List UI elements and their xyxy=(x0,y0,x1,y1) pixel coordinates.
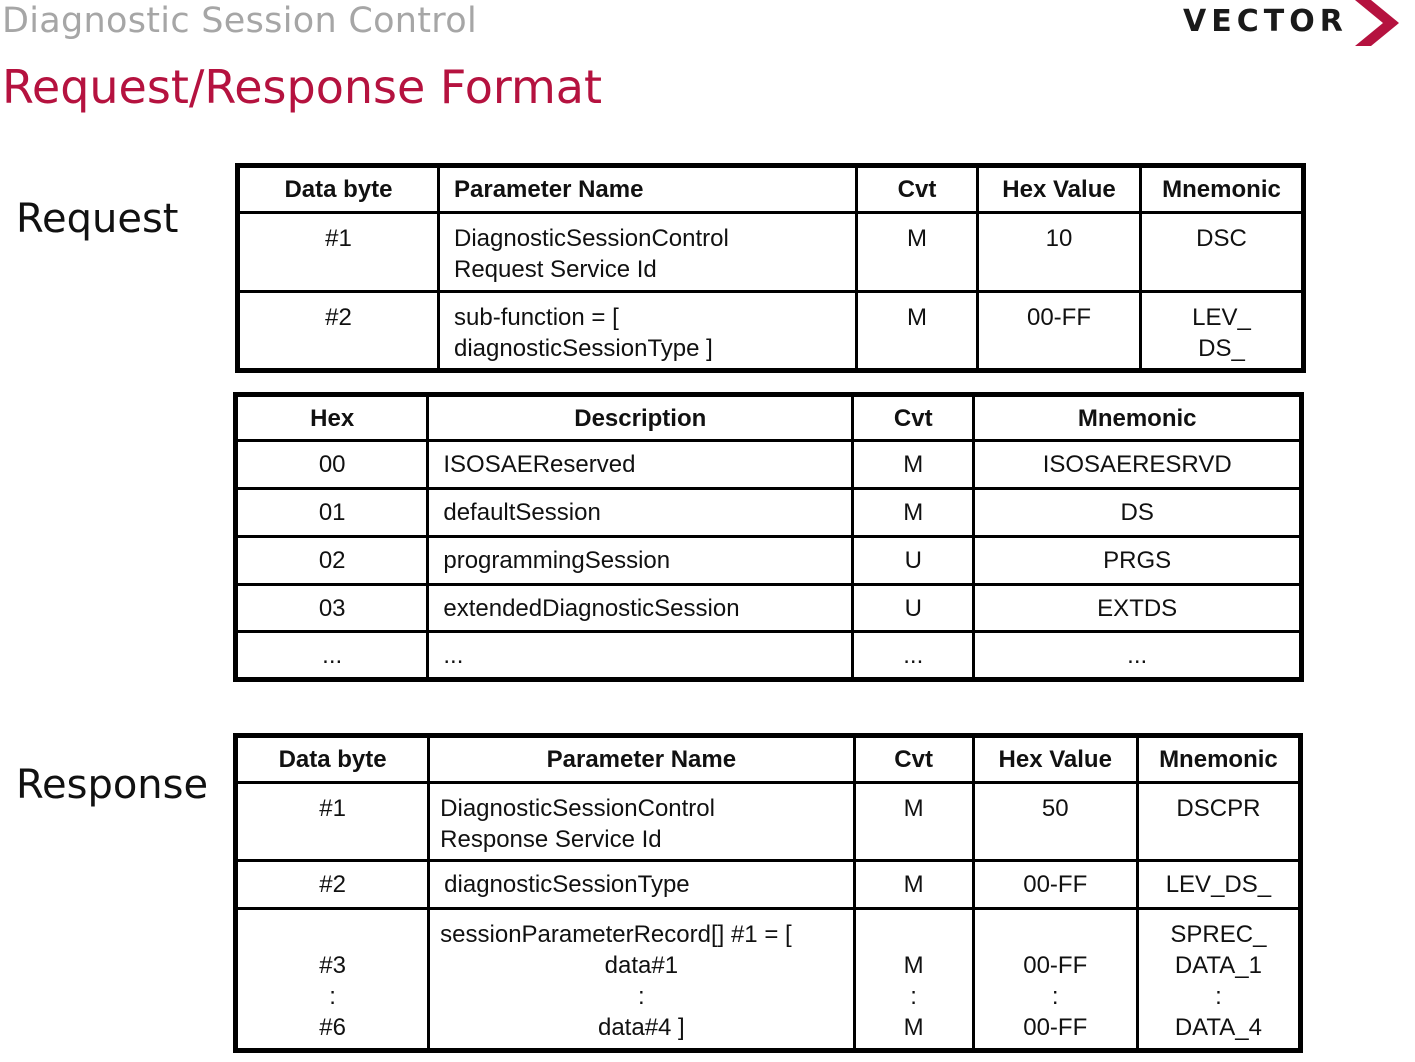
hex-cell: 02 xyxy=(236,537,428,585)
mnemonic-line: DATA_1 xyxy=(1174,952,1262,979)
column-header: Mnemonic xyxy=(1141,166,1304,213)
table-row xyxy=(236,537,1302,585)
cvt-cell: U xyxy=(853,537,974,585)
table-row xyxy=(236,783,1301,861)
cvt-cell: ... xyxy=(853,632,974,680)
hex-value-line: 00-FF xyxy=(1023,1014,1088,1041)
hex-value-line: : xyxy=(1051,983,1059,1010)
table-row xyxy=(238,213,1304,292)
slide-title: Request/Response Format xyxy=(2,60,602,114)
cvt-line: M xyxy=(903,952,924,979)
hex-cell: 00 xyxy=(236,441,428,489)
data-byte-line: #6 xyxy=(319,1014,346,1041)
cvt-cell: M xyxy=(853,441,974,489)
cvt-line: : xyxy=(910,983,917,1010)
hex-value-line xyxy=(983,919,1128,950)
hex-value-cell: 00-FF xyxy=(978,292,1141,371)
vector-chevron-icon xyxy=(1353,0,1403,50)
cvt-cell xyxy=(854,909,973,1051)
parameter-name-line: data#4 ] xyxy=(597,1014,685,1041)
slide-subtitle: Diagnostic Session Control xyxy=(2,1,477,41)
data-byte-line: : xyxy=(329,983,336,1010)
response-label: Response xyxy=(16,762,209,808)
parameter-name-cell: diagnosticSessionType xyxy=(429,861,854,909)
column-header: Hex xyxy=(236,395,428,441)
cvt-cell: M xyxy=(854,783,973,861)
parameter-name-line: sub-function = [ xyxy=(454,304,619,331)
mnemonic-cell xyxy=(1141,292,1304,371)
request-label: Request xyxy=(16,196,179,242)
table-header-row xyxy=(238,166,1304,213)
table-row xyxy=(236,585,1302,632)
cvt-cell: M xyxy=(854,861,973,909)
parameter-name-line: diagnosticSessionType ] xyxy=(454,335,713,362)
parameter-name-line: Response Service Id xyxy=(440,826,662,853)
column-header: Data byte xyxy=(236,736,429,783)
mnemonic-cell: PRGS xyxy=(974,537,1302,585)
logo-text: VECTOR xyxy=(1183,4,1348,39)
response-table xyxy=(233,733,1303,1053)
mnemonic-line: DATA_4 xyxy=(1174,1014,1262,1041)
mnemonic-cell: LEV_DS_ xyxy=(1137,861,1300,909)
parameter-name-line: Request Service Id xyxy=(454,256,657,283)
hex-value-cell: 50 xyxy=(973,783,1137,861)
parameter-name-cell xyxy=(429,909,854,1051)
hex-value-line: 00-FF xyxy=(1023,952,1088,979)
hex-value-cell xyxy=(973,909,1137,1051)
cvt-cell: M xyxy=(857,292,978,371)
mnemonic-line: LEV_ xyxy=(1192,304,1251,331)
cvt-line xyxy=(864,919,964,950)
mnemonic-cell: ... xyxy=(974,632,1302,680)
hex-cell: 03 xyxy=(236,585,428,632)
cvt-cell: M xyxy=(853,489,974,537)
mnemonic-line: : xyxy=(1215,983,1222,1010)
data-byte-cell xyxy=(236,909,429,1051)
description-cell: programmingSession xyxy=(428,537,853,585)
table-row xyxy=(236,632,1302,680)
column-header: Mnemonic xyxy=(1137,736,1300,783)
parameter-name-line: DiagnosticSessionControl xyxy=(440,795,715,822)
column-header: Cvt xyxy=(854,736,973,783)
data-byte-cell: #2 xyxy=(236,861,429,909)
column-header: Mnemonic xyxy=(974,395,1302,441)
table-row xyxy=(236,861,1301,909)
mnemonic-cell xyxy=(1137,909,1300,1051)
parameter-name-line: data#1 xyxy=(604,952,679,979)
mnemonic-cell: DSCPR xyxy=(1137,783,1300,861)
description-cell: ISOSAEReserved xyxy=(428,441,853,489)
column-header: Cvt xyxy=(857,166,978,213)
mnemonic-line: DS_ xyxy=(1198,335,1245,362)
parameter-name-line: DiagnosticSessionControl xyxy=(454,225,729,252)
column-header: Hex Value xyxy=(978,166,1141,213)
table-row xyxy=(236,489,1302,537)
data-byte-line: #3 xyxy=(319,952,346,979)
subfunction-table xyxy=(233,392,1304,682)
hex-cell: ... xyxy=(236,632,428,680)
data-byte-cell: #1 xyxy=(238,213,439,292)
data-byte-cell: #1 xyxy=(236,783,429,861)
column-header: Parameter Name xyxy=(429,736,854,783)
parameter-name-cell xyxy=(439,213,857,292)
vector-logo xyxy=(1183,0,1403,50)
parameter-name-line: sessionParameterRecord[] #1 = [ xyxy=(440,921,792,948)
mnemonic-cell: DSC xyxy=(1141,213,1304,292)
cvt-line: M xyxy=(903,1014,924,1041)
column-header: Cvt xyxy=(853,395,974,441)
data-byte-line xyxy=(246,919,419,950)
hex-cell: 01 xyxy=(236,489,428,537)
column-header: Hex Value xyxy=(973,736,1137,783)
mnemonic-cell: ISOSAERESRVD xyxy=(974,441,1302,489)
table-header-row xyxy=(236,736,1301,783)
request-table xyxy=(235,163,1306,373)
parameter-name-cell xyxy=(439,292,857,371)
cvt-cell: M xyxy=(857,213,978,292)
description-cell: defaultSession xyxy=(428,489,853,537)
data-byte-cell: #2 xyxy=(238,292,439,371)
table-header-row xyxy=(236,395,1302,441)
column-header: Parameter Name xyxy=(439,166,857,213)
hex-value-cell: 00-FF xyxy=(973,861,1137,909)
mnemonic-cell: EXTDS xyxy=(974,585,1302,632)
column-header: Data byte xyxy=(238,166,439,213)
description-cell: extendedDiagnosticSession xyxy=(428,585,853,632)
description-cell: ... xyxy=(428,632,853,680)
table-row xyxy=(236,441,1302,489)
column-header: Description xyxy=(428,395,853,441)
table-row xyxy=(238,292,1304,371)
table-row xyxy=(236,909,1301,1051)
mnemonic-cell: DS xyxy=(974,489,1302,537)
cvt-cell: U xyxy=(853,585,974,632)
parameter-name-cell xyxy=(429,783,854,861)
parameter-name-line: : xyxy=(638,983,645,1010)
mnemonic-line: SPREC_ xyxy=(1170,921,1267,948)
hex-value-cell: 10 xyxy=(978,213,1141,292)
